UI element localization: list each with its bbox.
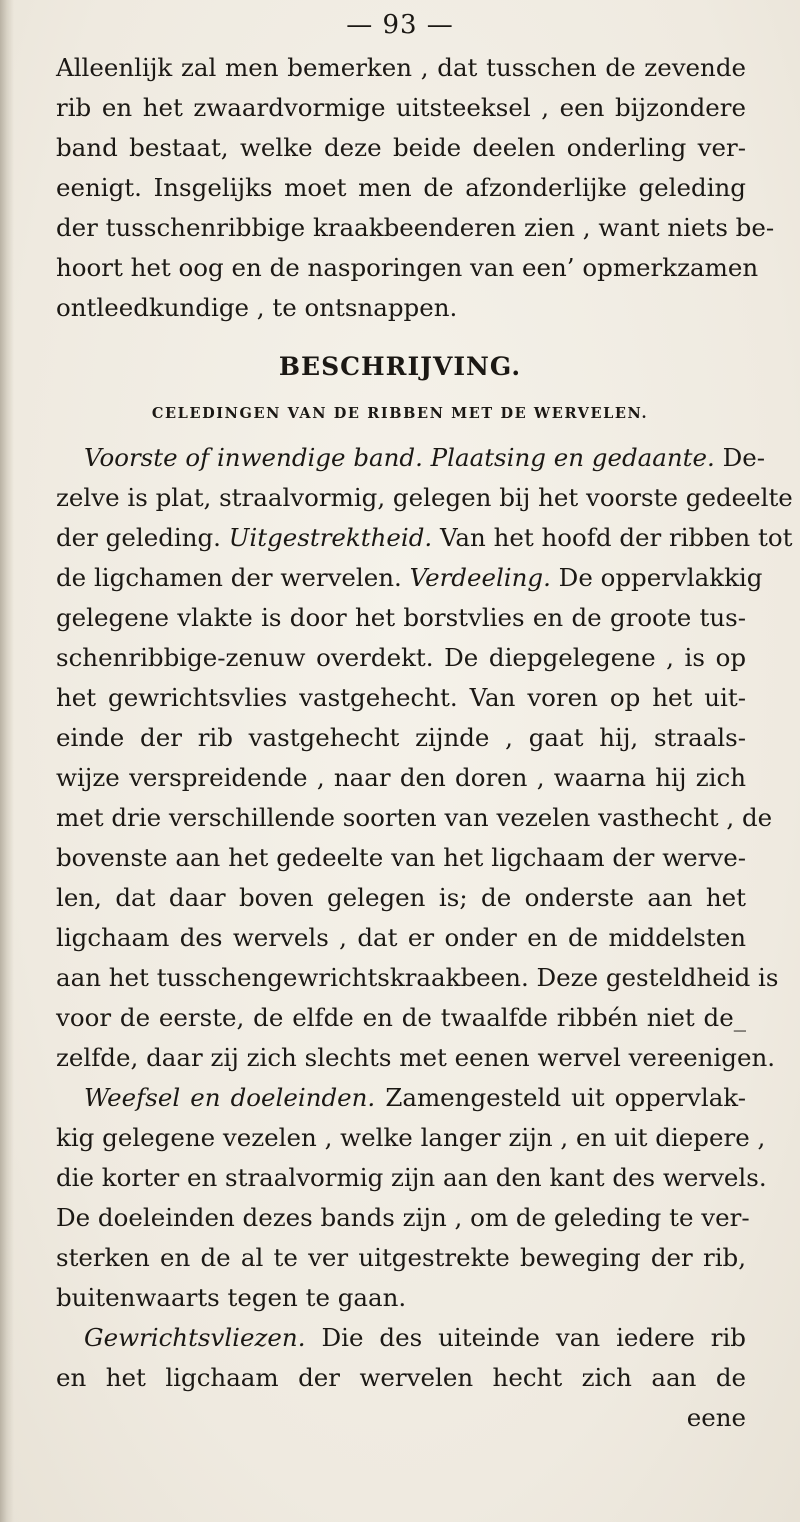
section-subheading: CELEDINGEN VAN DE RIBBEN MET DE WERVELEN. (151, 405, 649, 422)
text-line: len, dat daar boven gelegen is; de onderste aan het (56, 883, 746, 912)
text-line: zelve is plat, straalvormig, gelegen bij het voorste gedeelte (56, 483, 793, 512)
text-line: band bestaat, welke deze beide deelen onderling ver- (56, 133, 746, 162)
catchword: eene (686, 1403, 746, 1432)
intro-paragraph (56, 48, 775, 328)
italic-term: Gewrichtsvliezen. (84, 1323, 306, 1352)
page-spine-shadow (0, 0, 14, 1522)
text-line: Alleenlijk zal men bemerken , dat tusschen de zevende (56, 53, 746, 82)
text-line: aan het tusschengewrichtskraakbeen. Deze gesteldheid is (56, 963, 779, 992)
text-line: Gewrichtsvliezen. Die des uiteinde van iedere rib (84, 1323, 746, 1352)
italic-term: Uitgestrektheid. (228, 523, 433, 552)
text-line: gelegene vlakte is door het borstvlies en de groote tus- (56, 603, 746, 632)
text-line: de ligchamen der wervelen. Verdeeling. De oppervlakkig (56, 563, 763, 592)
italic-term: Plaatsing en gedaante. (430, 443, 715, 472)
text-line: Weefsel en doeleinden. Zamengesteld uit oppervlak- (84, 1083, 746, 1112)
text-line: einde der rib vastgehecht zijnde , gaat hij, straals- (56, 723, 746, 752)
text-line: ligchaam des wervels , dat er onder en de middelsten (56, 923, 746, 952)
text-line: buitenwaarts tegen te gaan. (56, 1283, 407, 1312)
text-line: Voorste of inwendige band. Plaatsing en gedaante. De- (84, 443, 765, 472)
text-line: en het ligchaam der wervelen hecht zich aan de (56, 1363, 746, 1392)
text-line: die korter en straalvormig zijn aan den kant des wervels. (56, 1163, 767, 1192)
text-line: De doeleinden dezes bands zijn , om de geleding te ver- (56, 1203, 750, 1232)
text-line: der geleding. Uitgestrektheid. Van het hoofd der ribben tot (56, 523, 793, 552)
italic-term: Verdeeling. (409, 563, 551, 592)
text-line: wijze verspreidende , naar den doren , waarna hij zich (56, 763, 746, 792)
body-paragraphs (56, 438, 793, 1438)
italic-term: Voorste of inwendige band. (84, 443, 423, 472)
text-line: voor de eerste, de elfde en de twaalfde ribbén niet de_ (56, 1003, 746, 1032)
italic-term: Weefsel en doeleinden. (84, 1083, 376, 1112)
text-line: eenigt. Insgelijks moet men de afzonderlijke geleding (56, 173, 746, 202)
text-line: sterken en de al te ver uitgestrekte beweging der rib, (56, 1243, 746, 1272)
text-line: der tusschenribbige kraakbeenderen zien , want niets be- (56, 213, 775, 242)
text-line: hoort het oog en de nasporingen van een’ opmerkzamen (56, 253, 759, 282)
text-line: zelfde, daar zij zich slechts met eenen wervel vereenigen. (56, 1043, 776, 1072)
text-line: bovenste aan het gedeelte van het ligchaam der werve- (56, 843, 746, 872)
text-line: het gewrichtsvlies vastgehecht. Van voren op het uit- (56, 683, 746, 712)
text-line: ontleedkundige , te ontsnappen. (56, 293, 458, 322)
text-line: kig gelegene vezelen , welke langer zijn , en uit diepere , (56, 1123, 766, 1152)
page-number: — 93 — (346, 10, 454, 40)
section-heading: BESCHRIJVING. (278, 352, 522, 381)
text-line: met drie verschillende soorten van vezelen vasthecht , de (56, 803, 773, 832)
text-line: schenribbige-zenuw overdekt. De diepgelegene , is op (56, 643, 746, 672)
text-line: rib en het zwaardvormige uitsteeksel , een bijzondere (56, 93, 746, 122)
